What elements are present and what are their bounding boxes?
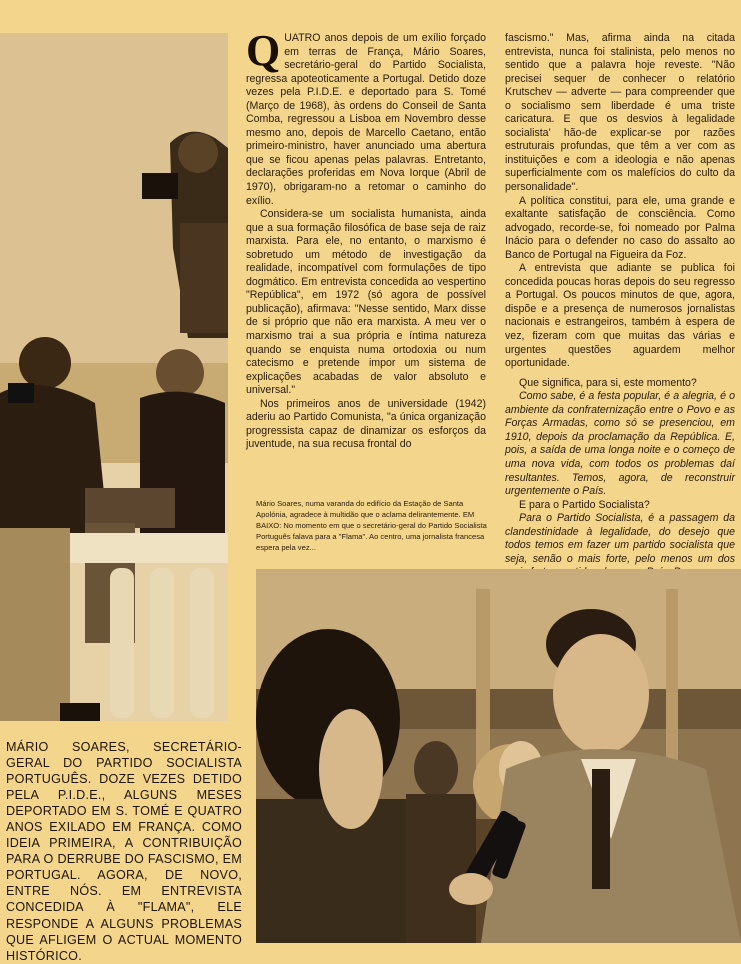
article-column-2 xyxy=(505,32,735,580)
article-paragraph: Considera-se um socialista humanista, ainda que a sua formação filosófica de base seja de raiz marxista. Para ele, no entanto, o marxismo é sobretudo um método de investigação da realidade, incompatível com formulações de tipo dogmático. Em entrevista concedida ao vespertino "República", em 1972 (só agora de possível publicação), afirmava: "Nesse sentido, Marx disse de si próprio que não era marxista. A meu ver o marxismo trai a sua própria e íntima natureza quando se enquista numa ortodoxia ou num catecismo e pretende impor um sistema de explicações acabadas de valor absoluto e universal." xyxy=(246,208,486,397)
article-paragraph: Nos primeiros anos de universidade (1942) aderiu ao Partido Comunista, "a única organização progressista capaz de dinamizar os esforços da juventude, na sua recusa frontal do xyxy=(246,397,486,451)
summary-caption: MÁRIO SOARES, SECRETÁRIO-GERAL DO PARTIDO SOCIALISTA PORTUGUÊS. DOZE VEZES DETIDO PELA P.I.D.E., ALGUNS MESES DEPORTADO EM S. TOMÉ E QUATRO ANOS EXILADO EM FRANÇA. COMO IDEIA PRIMEIRA, A CONTRIBUIÇÃO PARA O DERRUBE DO FASCISMO, EM PORTUGAL. AGORA, DE NOVO, ENTRE NÓS. EM ENTREVISTA CONCEDIDA À "FLAMA", ELE RESPONDE A ALGUNS PROBLEMAS QUE AFLIGEM O ACTUAL MOMENTO HISTÓRICO. xyxy=(6,740,242,963)
article-paragraph: A política constitui, para ele, uma grande e exaltante satisfação de consciência. Como advogado, recorde-se, foi nomeado por Palma Inácio para o defender no caso do assalto ao Banco de Portugal na Figueira da Foz. xyxy=(505,194,735,261)
drop-cap: Q xyxy=(246,26,281,75)
photo-caption: Mário Soares, numa varanda do edifício da Estação de Santa Apolónia, agradece à multidão que o aclama delirantemente. EM BAIXO: No momento em que o secretário-geral do Partido Socialista Português falava para a "Flama". Ao centro, uma jornalista francesa espera pela vez... xyxy=(256,499,487,553)
article-lead xyxy=(246,26,486,208)
article-paragraph: A entrevista que adiante se publica foi concedida poucas horas depois do seu regresso a Portugal. Os poucos minutos de que, agora, dispõe e a presença de numerosos jornalistas nacionais e estrangeiros, também à espera de vez, fizeram com que muitas das várias e urgentes questões aguardem melhor oportunidade. xyxy=(505,262,735,370)
interview-answer: Como sabe, é a festa popular, é a alegria, é o ambiente da confraternização entre o Povo e as Forças Armadas, como só se presenciou, em 1910, depois da proclamação da República. E, pois, a saída de uma longa noite e o começo de uma nova vida, com todos os problemas daí resultantes. Temos, agora, de reconstruir urgentemente o País. xyxy=(505,390,735,498)
interview-question: Que significa, para si, este momento? xyxy=(519,376,697,389)
article-lead-text: UATRO anos depois de um exílio forçado em terras de França, Mário Soares, secretário-geral do Partido Socialista, regressa apoteoticamente a Portugal. Detido doze vezes pela P.I.D.E. e deportado para S. Tomé (Março de 1968), às ordens do Conseil de Santa Comba, regressou a Lisboa em Novembro desse mesmo ano, depois de Marcello Caetano, então primeiro-ministro, haver anunciado uma abertura que se ficou apenas pelas palavras. Entretanto, declarações proferidas em Nova Iorque (Abril de 1970), obrigaram-no a retomar o caminho do exílio. xyxy=(246,32,486,207)
photo-interview xyxy=(256,569,741,943)
article-paragraph: fascismo." Mas, afirma ainda na citada entrevista, nunca foi stalinista, pelo menos no sentido que a palavra hoje reveste. "Não precisei sequer de conhecer o relatório Krutschev — adverte — para compreender que o socialismo sem liberdade é uma triste caricatura. E que os desvios à legalidade socialista' hão-de explicar-se por razões estruturais profundas, que têm a ver com as instituições e com a ideologia e não apenas superficialmente com os malefícios do culto da personalidade". xyxy=(505,32,735,194)
interview-question: E para o Partido Socialista? xyxy=(519,498,650,511)
article-column-1 xyxy=(246,26,486,452)
photo-interview-image xyxy=(256,569,741,943)
photo-balcony xyxy=(0,33,228,721)
interview-answer: Para o Partido Socialista, é a passagem da clandestinidade à legalidade, do desejo que todos temos em fazer um partido socialista que seja, senão o mais forte, pelo menos um dos xyxy=(505,512,735,565)
photo-balcony-image xyxy=(0,33,228,721)
